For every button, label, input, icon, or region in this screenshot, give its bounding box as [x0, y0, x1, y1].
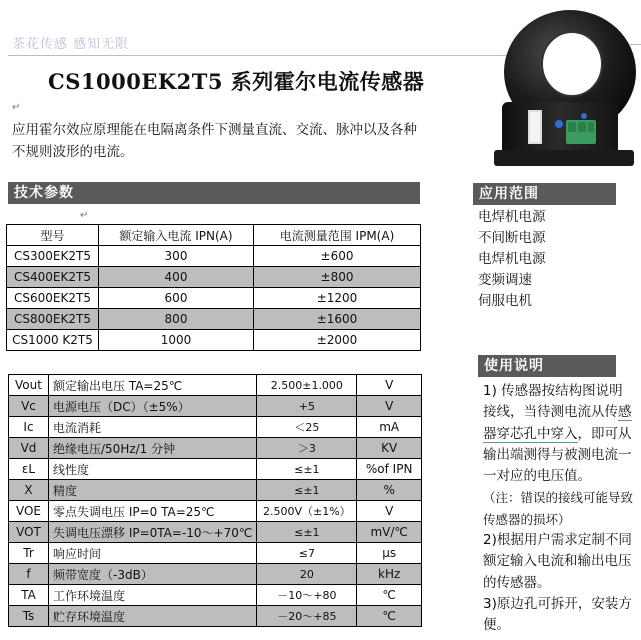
param-value-cell: +5: [257, 396, 357, 417]
header-divider: [8, 55, 513, 56]
list-item: 变频调速: [478, 272, 532, 288]
model-cell: CS1000 K2T5: [7, 330, 99, 351]
symbol-cell: Ts: [9, 606, 49, 627]
param-name-cell: 失调电压漂移 IP=0TA=-10～+70℃: [49, 522, 257, 543]
param-unit-cell: ℃: [357, 585, 422, 606]
param-unit-cell: %: [357, 480, 422, 501]
param-unit-cell: V: [357, 501, 422, 522]
range-cell: ±1200: [254, 288, 421, 309]
table-row: [7, 330, 421, 351]
table-header: 电流测量范围 IPM(A): [254, 225, 421, 246]
range-cell: ±800: [254, 267, 421, 288]
param-name-cell: 零点失调电压 IP=0 TA=25℃: [49, 501, 257, 522]
table-row: [9, 480, 422, 501]
section-usage: 使用说明: [478, 355, 616, 377]
usage-item-1: [483, 381, 635, 487]
symbol-cell: Vc: [9, 396, 49, 417]
usage-text: [483, 381, 635, 637]
symbol-cell: Ic: [9, 417, 49, 438]
list-item: 电焊机电源: [478, 251, 546, 267]
symbol-cell: εL: [9, 459, 49, 480]
table-row: [7, 309, 421, 330]
symbol-cell: f: [9, 564, 49, 585]
usage-text-part: ，即可从输出端测得与被测电流一一对应的电压值。: [483, 425, 632, 485]
range-cell: ±2000: [254, 330, 421, 351]
rated-current-cell: 800: [99, 309, 254, 330]
table-row: [9, 564, 422, 585]
model-cell: CS400EK2T5: [7, 267, 99, 288]
param-value-cell: ≤±1: [257, 522, 357, 543]
table-row: [7, 267, 421, 288]
table-row: [9, 522, 422, 543]
rated-current-cell: 1000: [99, 330, 254, 351]
param-name-cell: 电流消耗: [49, 417, 257, 438]
parameter-table: [8, 374, 422, 627]
section-tech-params: 技术参数: [8, 182, 420, 204]
param-name-cell: 额定输出电压 TA=25℃: [49, 375, 257, 396]
param-name-cell: 响应时间: [49, 543, 257, 564]
param-name-cell: 绝缘电压/50Hz/1 分钟: [49, 438, 257, 459]
param-value-cell: ＜25: [257, 417, 357, 438]
paragraph-mark: ↵: [80, 210, 89, 221]
table-header: 型号: [7, 225, 99, 246]
model-cell: CS600EK2T5: [7, 288, 99, 309]
param-value-cell: ≤±1: [257, 480, 357, 501]
symbol-cell: VOE: [9, 501, 49, 522]
symbol-cell: TA: [9, 585, 49, 606]
usage-warning-note: （注：错误的接线可能导致传感器的损坏）: [483, 490, 634, 527]
table-row: [9, 543, 422, 564]
param-unit-cell: kHz: [357, 564, 422, 585]
table-row: [9, 438, 422, 459]
param-value-cell: ≤±1: [257, 459, 357, 480]
param-name-cell: 精度: [49, 480, 257, 501]
param-name-cell: 线性度: [49, 459, 257, 480]
symbol-cell: VOT: [9, 522, 49, 543]
table-row: [9, 459, 422, 480]
param-unit-cell: V: [357, 396, 422, 417]
model-cell: CS800EK2T5: [7, 309, 99, 330]
rated-current-cell: 300: [99, 246, 254, 267]
table-row: [7, 288, 421, 309]
list-item: 伺服电机: [478, 293, 532, 309]
range-cell: ±1600: [254, 309, 421, 330]
table-row: [9, 585, 422, 606]
header-tagline: 茶花传感 感知无限: [12, 37, 130, 52]
table-row: [9, 606, 422, 627]
symbol-cell: Vd: [9, 438, 49, 459]
param-unit-cell: %of IPN: [357, 459, 422, 480]
table-row: [9, 375, 422, 396]
param-name-cell: 电源电压（DC）（±5%）: [49, 396, 257, 417]
table-row: [9, 501, 422, 522]
param-value-cell: 2.500±1.000: [257, 375, 357, 396]
param-unit-cell: V: [357, 375, 422, 396]
table-row: [7, 246, 421, 267]
applications-list: [478, 207, 546, 312]
param-name-cell: 频带宽度（-3dB）: [49, 564, 257, 585]
param-value-cell: －20～+85: [257, 606, 357, 627]
symbol-cell: Vout: [9, 375, 49, 396]
rated-current-cell: 600: [99, 288, 254, 309]
usage-text-part: 1) 传感器按结构图说明接线，当待测电流从传: [483, 383, 623, 421]
table-header: 额定输入电流 IPN(A): [99, 225, 254, 246]
param-unit-cell: mV/℃: [357, 522, 422, 543]
usage-item-3: 3)原边孔可拆开，安装方便。: [483, 595, 632, 634]
list-item: 不间断电源: [478, 230, 546, 246]
model-table: [6, 224, 421, 351]
paragraph-mark: ↵: [12, 102, 21, 113]
hall-sensor-photo-icon: [488, 2, 638, 182]
param-value-cell: 20: [257, 564, 357, 585]
symbol-cell: X: [9, 480, 49, 501]
rated-current-cell: 400: [99, 267, 254, 288]
param-value-cell: 2.500V（±1%）: [257, 501, 357, 522]
symbol-cell: Tr: [9, 543, 49, 564]
model-cell: CS300EK2T5: [7, 246, 99, 267]
range-cell: ±600: [254, 246, 421, 267]
param-value-cell: ＞3: [257, 438, 357, 459]
intro-paragraph: 应用霍尔效应原理能在电隔离条件下测量直流、交流、脉冲以及各种不规则波形的电流。: [12, 122, 417, 160]
usage-text-underlined: 感器穿芯孔中穿入: [483, 404, 632, 442]
param-unit-cell: ℃: [357, 606, 422, 627]
page-title: CS1000EK2T5 系列霍尔电流传感器: [48, 69, 425, 94]
param-name-cell: 工作环境温度: [49, 585, 257, 606]
table-row: [9, 396, 422, 417]
param-unit-cell: μs: [357, 543, 422, 564]
table-row: [9, 417, 422, 438]
list-item: 电焊机电源: [478, 209, 546, 225]
param-value-cell: －10～+80: [257, 585, 357, 606]
param-name-cell: 贮存环境温度: [49, 606, 257, 627]
section-applications: 应用范围: [473, 183, 616, 205]
usage-item-2: 2)根据用户需求定制不同额定输入电流和输出电压的传感器。: [483, 532, 632, 591]
param-unit-cell: KV: [357, 438, 422, 459]
param-unit-cell: mA: [357, 417, 422, 438]
param-value-cell: ≤7: [257, 543, 357, 564]
table-header-row: [7, 225, 421, 246]
